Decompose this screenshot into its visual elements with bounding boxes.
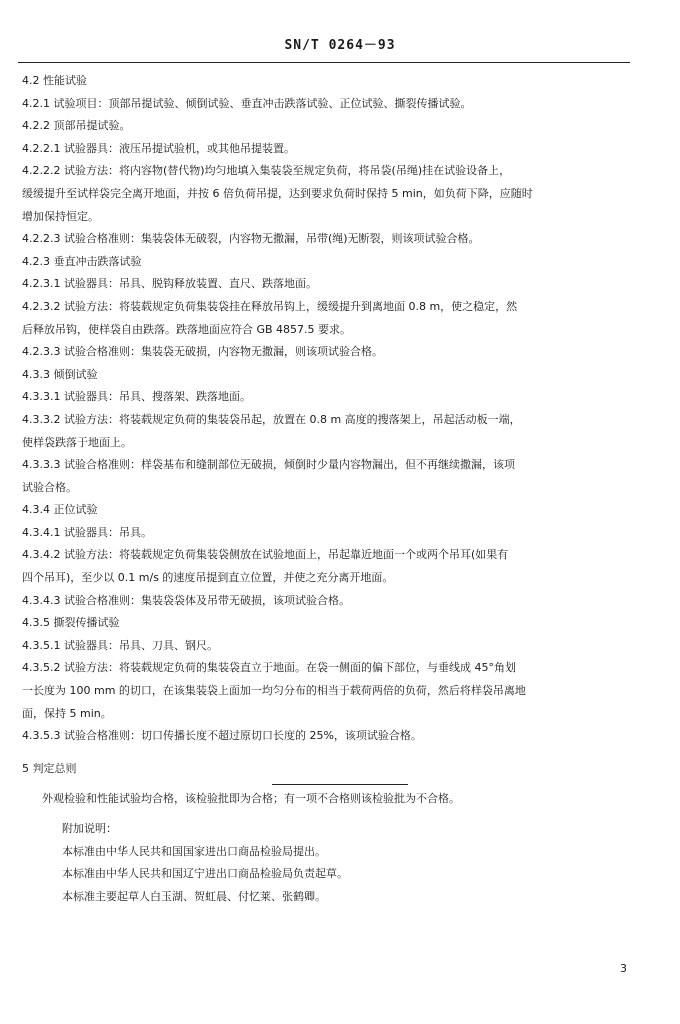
notes-heading: 附加说明： bbox=[62, 822, 117, 835]
notes-line: 本标准由中华人民共和国国家进出口商品检验局提出。 bbox=[62, 844, 326, 858]
clause-4-2-3: 4.2.3 垂直冲击跌落试验 bbox=[22, 254, 142, 268]
clause-4-3-4-3: 4.3.4.3 试验合格准则：集装袋袋体及吊带无破损，该项试验合格。 bbox=[22, 593, 350, 607]
clause-4-3-4: 4.3.4 正位试验 bbox=[22, 503, 98, 517]
document-body bbox=[22, 70, 642, 811]
clause-4-2-2-3: 4.2.2.3 试验合格准则：集装袋体无破裂，内容物无撒漏，吊带(绳)无断裂，则该项试验合格。 bbox=[22, 232, 480, 246]
section-4-2-title: 4.2 性能试验 bbox=[22, 74, 87, 87]
notes-line: 本标准由中华人民共和国辽宁进出口商品检验局负责起草。 bbox=[62, 867, 348, 881]
clause-4-3-3-1: 4.3.3.1 试验器具：吊具、搜落架、跌落地面。 bbox=[22, 390, 251, 404]
clause-4-3-5-2-cont: 一长度为 100 mm 的切口，在该集装袋上面加一均匀分布的相当于载荷两倍的负荷，然后将样袋吊离地 bbox=[22, 684, 526, 698]
clause-4-3-4-1: 4.3.4.1 试验器具：吊具。 bbox=[22, 525, 152, 539]
section-5-title: 5 判定总则 bbox=[22, 761, 77, 775]
header-rule bbox=[18, 62, 630, 63]
clause-4-3-4-2: 4.3.4.2 试验方法：将装载规定负荷集装袋侧放在试验地面上，吊起靠近地面一个或两个吊耳(如果有 bbox=[22, 548, 509, 562]
clause-4-2-2-1: 4.2.2.1 试验器具：液压吊提试验机，或其他吊提装置。 bbox=[22, 141, 295, 155]
clause-4-2-2-2-cont: 缓缓提升至试样袋完全离开地面，并按 6 倍负荷吊提，达到要求负荷时保持 5 min，如负荷下降，应随时 bbox=[22, 186, 533, 200]
end-divider bbox=[272, 784, 408, 785]
clause-4-2-2: 4.2.2 顶部吊提试验。 bbox=[22, 119, 131, 133]
clause-4-2-2-2-cont: 增加保持恒定。 bbox=[22, 209, 99, 223]
clause-4-2-2-2: 4.2.2.2 试验方法：将内容物(替代物)均匀地填入集装袋至规定负荷，将吊袋(吊绳)挂在试验设备上， bbox=[22, 164, 511, 178]
clause-4-3-3-3: 4.3.3.3 试验合格准则：样袋基布和缝制部位无破损，倾倒时少量内容物漏出，但不再继续撒漏，该项 bbox=[22, 458, 515, 472]
clause-4-2-3-2: 4.2.3.2 试验方法：将装载规定负荷集装袋挂在释放吊钩上，缓缓提升到离地面 0.8 m，使之稳定，然 bbox=[22, 299, 518, 313]
notes-line: 本标准主要起草人白玉湖、贺虹晨、付忆莱、张鹤卿。 bbox=[62, 889, 326, 903]
clause-4-2-1: 4.2.1 试验项目：顶部吊提试验、倾倒试验、垂直冲击跌落试验、正位试验、撕裂传播试验。 bbox=[22, 96, 472, 110]
clause-4-3-3-3-cont: 试验合格。 bbox=[22, 480, 77, 494]
clause-4-3-4-2-cont: 四个吊耳)，至少以 0.1 m/s 的速度吊提到直立位置，并使之充分离开地面。 bbox=[22, 571, 394, 585]
clause-4-3-3: 4.3.3 倾倒试验 bbox=[22, 367, 98, 381]
clause-4-3-5-2: 4.3.5.2 试验方法：将装载规定负荷的集装袋直立于地面。在袋一侧面的偏下部位，与垂线成 45°角划 bbox=[22, 661, 516, 675]
standard-number-header: SN/T 0264－93 bbox=[284, 38, 396, 53]
clause-4-3-5: 4.3.5 撕裂传播试验 bbox=[22, 616, 120, 630]
clause-4-3-3-2: 4.3.3.2 试验方法：将装载规定负荷的集装袋吊起，放置在 0.8 m 高度的搜落架上，吊起活动板一端， bbox=[22, 412, 521, 426]
clause-4-3-5-1: 4.3.5.1 试验器具：吊具、刀具、钢尺。 bbox=[22, 638, 218, 652]
clause-4-2-3-2-cont: 后释放吊钩，使样袋自由跌落。跌落地面应符合 GB 4857.5 要求。 bbox=[22, 322, 352, 336]
clause-4-3-5-3: 4.3.5.3 试验合格准则：切口传播长度不超过原切口长度的 25%，该项试验合格。 bbox=[22, 729, 422, 743]
clause-4-3-5-2-cont: 面，保持 5 min。 bbox=[22, 706, 112, 720]
additional-notes bbox=[62, 818, 622, 908]
section-5-text: 外观检验和性能试验均合格，该检验批即为合格；有一项不合格则该检验批为不合格。 bbox=[42, 792, 460, 806]
clause-4-2-3-1: 4.2.3.1 试验器具：吊具、脱钩释放装置、直尺、跌落地面。 bbox=[22, 277, 317, 291]
page-number: 3 bbox=[620, 962, 627, 975]
clause-4-2-3-3: 4.2.3.3 试验合格准则：集装袋无破损，内容物无撒漏，则该项试验合格。 bbox=[22, 345, 383, 359]
clause-4-3-3-2-cont: 使样袋跌落于地面上。 bbox=[22, 435, 132, 449]
